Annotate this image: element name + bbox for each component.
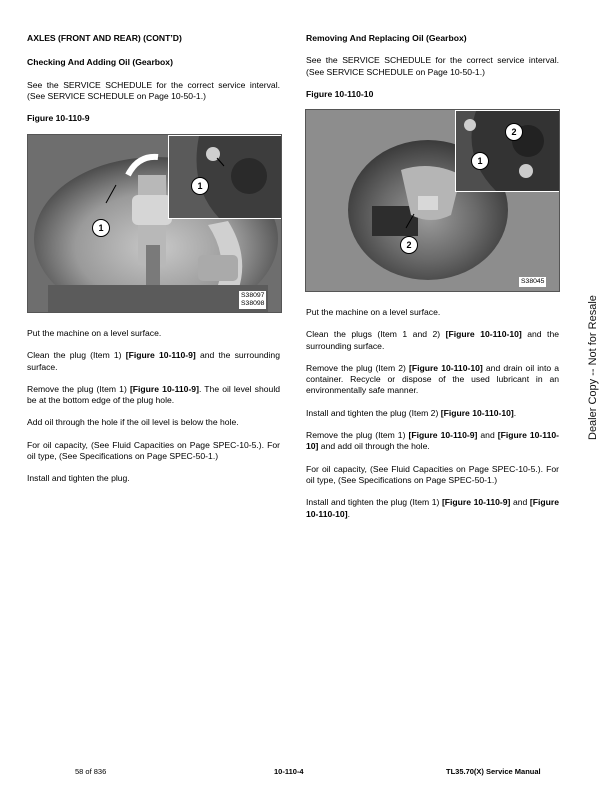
left-step-3: Remove the plug (Item 1) [Figure 10-110-9]. The oil level should be at the bottom edge of the plug hole. [27, 383, 281, 406]
right-column-body [306, 307, 559, 531]
left-step-4: Add oil through the hole if the oil level is below the hole. [27, 417, 239, 428]
figure-label-right: Figure 10-110-10 [306, 88, 374, 99]
footer-page-number: 10-110-4 [274, 767, 304, 776]
figure-label: Figure 10-110-9 [27, 113, 90, 124]
section-title: AXLES (FRONT AND REAR) (CONT’D) [27, 33, 182, 43]
callout-item-2-main: 2 [400, 236, 418, 254]
figure-ref: [Figure 10-110-10] [306, 497, 560, 519]
figure-ref: [Figure 10-110-9] [129, 383, 199, 394]
figure-10-110-10-photo [305, 109, 560, 292]
right-step-3: Remove the plug (Item 2) [Figure 10-110-10] and drain oil into a container. Recycle or dispose of the used lubricant in an environmentally safe manner. [306, 362, 560, 396]
figure-inset-closeup [168, 135, 282, 219]
callout-item-1-inset: 1 [191, 177, 209, 195]
right-step-5: Remove the plug (Item 1) [Figure 10-110-9] and [Figure 10-110-10] and add oil through the hole. [306, 430, 560, 452]
figure-code-1: S38097 [241, 292, 265, 299]
figure-code-2: S38098 [241, 300, 265, 307]
figure-ref: [Figure 10-110-10] [408, 362, 483, 373]
right-step-4: Install and tighten the plug (Item 2) [Figure 10-110-10]. [306, 407, 517, 418]
figure-code-label-right: S38045 [521, 278, 545, 285]
figure-10-110-9-photo [27, 134, 282, 313]
figure-ref: [Figure 10-110-10] [445, 329, 522, 340]
callout-item-1-inset: 1 [471, 152, 489, 170]
footer-page-count: 58 of 836 [75, 767, 107, 776]
intro-paragraph-right: See the SERVICE SCHEDULE for the correct service interval. (See SERVICE SCHEDULE on Page 10-50-1.) [306, 55, 559, 77]
footer-manual-title: TL35.70(X) Service Manual [446, 767, 541, 776]
intro-paragraph: See the SERVICE SCHEDULE for the correct service interval. (See SERVICE SCHEDULE on Page 10-50-1.) [27, 79, 280, 101]
right-step-1: Put the machine on a level surface. [306, 307, 441, 317]
figure-ref: [Figure 10-110-9] [125, 350, 196, 361]
left-column-body [27, 328, 280, 496]
left-step-6: Install and tighten the plug. [27, 473, 130, 484]
figure-ref: [Figure 10-110-9] [441, 497, 511, 508]
left-step-2: Clean the plug (Item 1) [Figure 10-110-9] and the surrounding surface. [27, 350, 280, 372]
left-step-5: For oil capacity, (See Fluid Capacities on Page SPEC-10-5.). For oil type, (See Specifications on Page SPEC-50-1.) [27, 439, 280, 462]
left-step-1: Put the machine on a level surface. [27, 328, 162, 338]
right-step-6: For oil capacity, (See Fluid Capacities on Page SPEC-10-5.). For oil type, (See Specifications on Page SPEC-50-1.) [306, 463, 559, 485]
left-column [27, 33, 280, 128]
callout-item-2-inset: 2 [505, 123, 523, 141]
figure-inset-closeup-right [455, 110, 560, 192]
right-step-7: Install and tighten the plug (Item 1) [Figure 10-110-9] and [Figure 10-110-10]. [306, 497, 560, 519]
watermark: Dealer Copy -- Not for Resale [587, 295, 599, 440]
subheading-removing-oil: Removing And Replacing Oil (Gearbox) [306, 33, 467, 43]
right-step-2: Clean the plugs (Item 1 and 2) [Figure 10-110-10] and the surrounding surface. [306, 329, 559, 351]
callout-item-1-main: 1 [92, 219, 110, 237]
right-column [306, 33, 559, 104]
figure-ref: [Figure 10-110-9] [408, 430, 478, 441]
figure-ref: [Figure 10-110-10] [306, 430, 560, 452]
subheading-checking-oil: Checking And Adding Oil (Gearbox) [27, 57, 173, 68]
figure-ref: [Figure 10-110-10] [440, 407, 514, 418]
figure-code-label [239, 291, 266, 309]
